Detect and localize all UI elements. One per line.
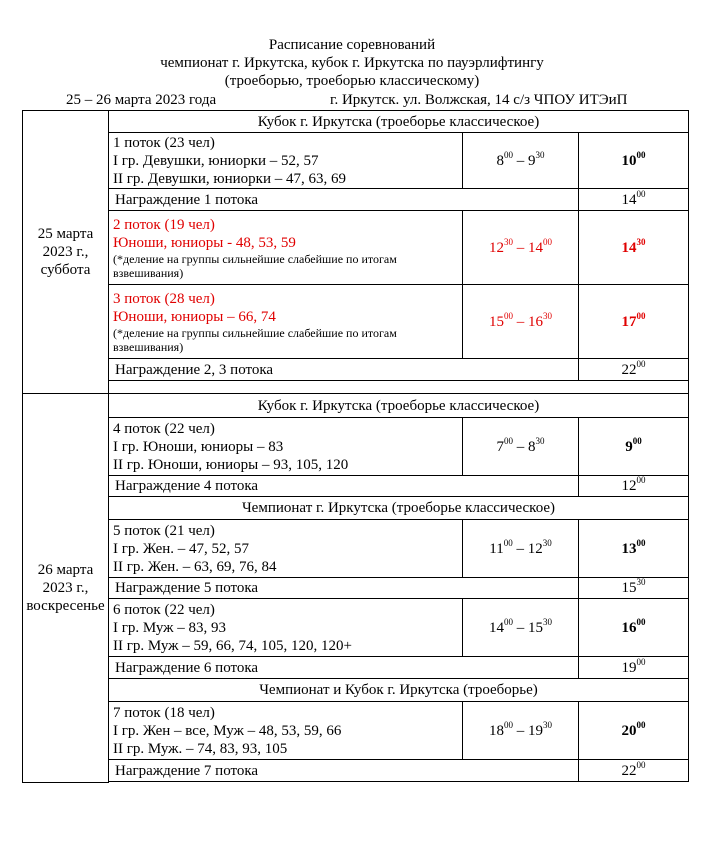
award-time: $15^{30}$ bbox=[579, 578, 689, 599]
weekday: воскресенье bbox=[26, 598, 105, 614]
date-cell-day2 bbox=[23, 394, 109, 783]
doc-subtitle: чемпионат г. Иркутска, кубок г. Иркутска по пауэрлифтингу bbox=[160, 55, 544, 71]
weigh-in-time: $15^{00} - 16^{30}$ bbox=[463, 285, 579, 359]
section-row bbox=[23, 394, 689, 418]
flow-title: 1 поток (23 чел) bbox=[113, 134, 215, 151]
award-row bbox=[23, 189, 689, 211]
award-label: Награждение 6 потока bbox=[109, 657, 579, 679]
weigh-in-time: $14^{00} - 15^{30}$ bbox=[463, 599, 579, 657]
group-line: I гр. Муж – 83, 93 bbox=[113, 619, 227, 636]
award-time: $14^{00}$ bbox=[579, 189, 689, 211]
flow-row bbox=[23, 133, 689, 189]
award-row bbox=[23, 476, 689, 497]
group-line: II гр. Муж – 59, 66, 74, 105, 120, 120+ bbox=[113, 637, 352, 654]
start-time: $14^{30}$ bbox=[579, 211, 689, 285]
award-time: $22^{00}$ bbox=[579, 760, 689, 782]
flow-row bbox=[23, 211, 689, 285]
group-line: I гр. Юноши, юниоры – 83 bbox=[113, 438, 284, 455]
award-time: $19^{00}$ bbox=[579, 657, 689, 679]
start-time: $16^{00}$ bbox=[579, 599, 689, 657]
spacer-row bbox=[23, 381, 689, 394]
weekday: суббота bbox=[40, 262, 91, 278]
award-row bbox=[23, 359, 689, 381]
start-time: $13^{00}$ bbox=[579, 520, 689, 578]
flow-title: 7 поток (18 чел) bbox=[113, 704, 215, 721]
date-line: 25 марта bbox=[37, 226, 94, 242]
date-line: 2023 г., bbox=[42, 580, 89, 596]
group-line: II гр. Жен. – 63, 69, 76, 84 bbox=[113, 558, 277, 575]
award-label: Награждение 5 потока bbox=[109, 578, 579, 599]
start-time: $17^{00}$ bbox=[579, 285, 689, 359]
bottom-edge-cell bbox=[109, 782, 689, 783]
award-time: $22^{00}$ bbox=[579, 359, 689, 381]
spacer bbox=[109, 381, 689, 394]
event-dates: 25 – 26 марта 2023 года bbox=[66, 92, 217, 108]
flow-row bbox=[23, 418, 689, 476]
group-line: I гр. Девушки, юниорки – 52, 57 bbox=[113, 152, 319, 169]
award-time: $12^{00}$ bbox=[579, 476, 689, 497]
start-time: $20^{00}$ bbox=[579, 702, 689, 760]
weigh-in-time: $11^{00} - 12^{30}$ bbox=[463, 520, 579, 578]
group-line: I гр. Жен. – 47, 52, 57 bbox=[113, 540, 250, 557]
flow-row bbox=[23, 599, 689, 657]
group-line: II гр. Юноши, юниоры – 93, 105, 120 bbox=[113, 456, 349, 473]
flow-title: 6 поток (22 чел) bbox=[113, 601, 215, 618]
schedule-table bbox=[22, 110, 689, 783]
flow-desc bbox=[109, 599, 463, 657]
flow-desc bbox=[109, 285, 463, 359]
flow-title: 2 поток (19 чел) bbox=[113, 216, 215, 233]
group-line: Юноши, юниоры – 66, 74 bbox=[113, 308, 276, 325]
award-row bbox=[23, 760, 689, 782]
date-line: 2023 г., bbox=[42, 244, 89, 260]
section-title: Чемпионат г. Иркутска (троеборье классическое) bbox=[109, 497, 689, 520]
award-label: Награждение 7 потока bbox=[109, 760, 579, 782]
flow-row bbox=[23, 702, 689, 760]
section-row bbox=[23, 679, 689, 702]
bottom-edge bbox=[23, 782, 689, 783]
flow-title: 3 поток (28 чел) bbox=[113, 290, 215, 307]
event-venue: г. Иркутск. ул. Волжская, 14 с/з ЧПОУ ИТЭиП bbox=[330, 92, 628, 108]
flow-title: 4 поток (22 чел) bbox=[113, 420, 215, 437]
flow-desc bbox=[109, 520, 463, 578]
group-line: Юноши, юниоры - 48, 53, 59 bbox=[113, 234, 296, 251]
note: (*деление на группы сильнейшие слабейшие по итогам взвешивания) bbox=[113, 251, 397, 280]
weigh-in-time: $12^{30} - 14^{00}$ bbox=[463, 211, 579, 285]
award-row bbox=[23, 578, 689, 599]
flow-desc bbox=[109, 211, 463, 285]
group-line: I гр. Жен – все, Муж – 48, 53, 59, 66 bbox=[113, 722, 342, 739]
section-row bbox=[23, 111, 689, 133]
award-label: Награждение 2, 3 потока bbox=[109, 359, 579, 381]
weigh-in-time: $8^{00} - 9^{30}$ bbox=[463, 133, 579, 189]
doc-subtitle-2: (троеборью, троеборью классическому) bbox=[224, 73, 480, 89]
section-row bbox=[23, 497, 689, 520]
doc-title: Расписание соревнований bbox=[268, 37, 436, 53]
award-label: Награждение 4 потока bbox=[109, 476, 579, 497]
date-cell-day1 bbox=[23, 111, 109, 394]
award-label: Награждение 1 потока bbox=[109, 189, 579, 211]
note: (*деление на группы сильнейшие слабейшие по итогам взвешивания) bbox=[113, 325, 397, 354]
section-title: Кубок г. Иркутска (троеборье классическое) bbox=[109, 394, 689, 418]
start-time: $10^{00}$ bbox=[579, 133, 689, 189]
date-line: 26 марта bbox=[37, 562, 94, 578]
weigh-in-time: $18^{00} - 19^{30}$ bbox=[463, 702, 579, 760]
section-title: Чемпионат и Кубок г. Иркутска (троеборье) bbox=[109, 679, 689, 702]
weigh-in-time: $7^{00} - 8^{30}$ bbox=[463, 418, 579, 476]
flow-title: 5 поток (21 чел) bbox=[113, 522, 215, 539]
flow-desc bbox=[109, 418, 463, 476]
flow-row bbox=[23, 285, 689, 359]
flow-row bbox=[23, 520, 689, 578]
flow-desc bbox=[109, 133, 463, 189]
flow-desc bbox=[109, 702, 463, 760]
group-line: II гр. Девушки, юниорки – 47, 63, 69 bbox=[113, 170, 346, 187]
start-time: $9^{00}$ bbox=[579, 418, 689, 476]
section-title: Кубок г. Иркутска (троеборье классическое) bbox=[109, 111, 689, 133]
award-row bbox=[23, 657, 689, 679]
group-line: II гр. Муж. – 74, 83, 93, 105 bbox=[113, 740, 288, 757]
